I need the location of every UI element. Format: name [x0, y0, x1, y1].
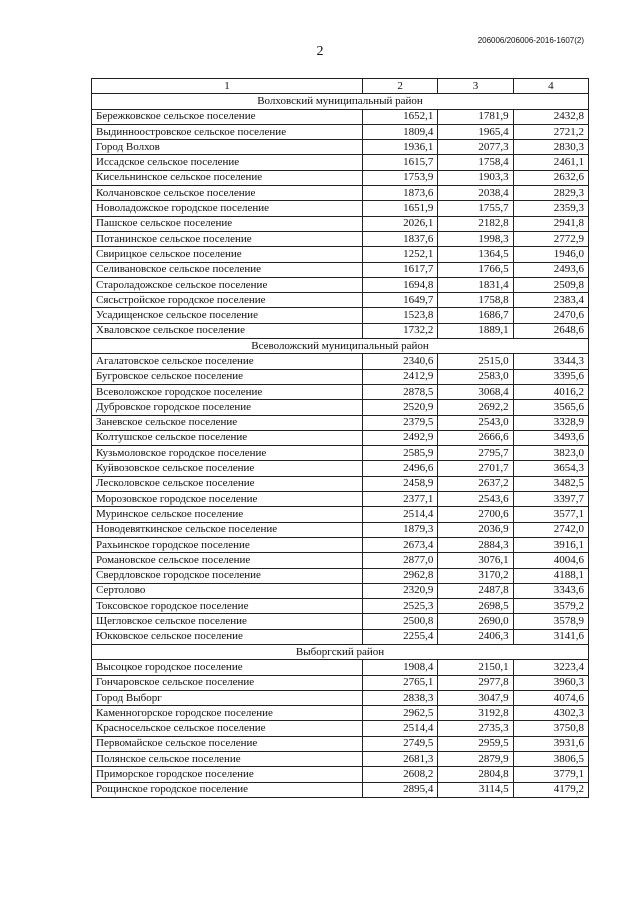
- value-col-2: 2765,1: [363, 675, 438, 690]
- value-col-3: 3114,5: [438, 782, 513, 797]
- section-title: Выборгский район: [92, 644, 589, 659]
- section-header-row: [92, 339, 589, 354]
- value-col-4: 3931,6: [513, 736, 588, 751]
- settlement-name: Юкковское сельское поселение: [92, 629, 363, 644]
- value-col-4: 3578,9: [513, 614, 588, 629]
- value-col-3: 2038,4: [438, 186, 513, 201]
- value-col-4: 2721,2: [513, 124, 588, 139]
- table-row: [92, 201, 589, 216]
- settlement-name: Староладожское сельское поселение: [92, 277, 363, 292]
- value-col-2: 1615,7: [363, 155, 438, 170]
- value-col-4: 3960,3: [513, 675, 588, 690]
- settlement-name: Первомайское сельское поселение: [92, 736, 363, 751]
- value-col-4: 2383,4: [513, 293, 588, 308]
- value-col-3: 2182,8: [438, 216, 513, 231]
- table-row: [92, 507, 589, 522]
- table-row: [92, 690, 589, 705]
- value-col-2: 2379,5: [363, 415, 438, 430]
- document-id: 206006/206006-2016-1607(2): [477, 36, 584, 45]
- settlement-name: Высоцкое городское поселение: [92, 660, 363, 675]
- value-col-4: 2648,6: [513, 323, 588, 338]
- value-col-3: 1998,3: [438, 231, 513, 246]
- value-col-3: 3068,4: [438, 384, 513, 399]
- value-col-4: 3579,2: [513, 599, 588, 614]
- value-col-3: 2543,0: [438, 415, 513, 430]
- table-row: [92, 430, 589, 445]
- value-col-2: 2585,9: [363, 446, 438, 461]
- value-col-4: 2509,8: [513, 277, 588, 292]
- value-col-2: 2458,9: [363, 476, 438, 491]
- value-col-3: 2804,8: [438, 767, 513, 782]
- value-col-4: 2632,6: [513, 170, 588, 185]
- table-row: [92, 706, 589, 721]
- column-header: 1: [92, 79, 363, 94]
- value-col-4: 3141,6: [513, 629, 588, 644]
- settlement-name: Бугровское сельское поселение: [92, 369, 363, 384]
- table-body: [92, 79, 589, 798]
- settlement-name: Город Волхов: [92, 140, 363, 155]
- value-col-2: 2500,8: [363, 614, 438, 629]
- value-col-3: 3047,9: [438, 690, 513, 705]
- value-col-2: 2962,8: [363, 568, 438, 583]
- settlement-name: Усадищенское сельское поселение: [92, 308, 363, 323]
- value-col-2: 2877,0: [363, 553, 438, 568]
- value-col-4: 4016,2: [513, 384, 588, 399]
- value-col-2: 1523,8: [363, 308, 438, 323]
- value-col-4: 1946,0: [513, 247, 588, 262]
- settlement-name: Колчановское сельское поселение: [92, 186, 363, 201]
- value-col-2: 2749,5: [363, 736, 438, 751]
- value-col-2: 1936,1: [363, 140, 438, 155]
- value-col-2: 2681,3: [363, 752, 438, 767]
- value-col-3: 2884,3: [438, 537, 513, 552]
- section-header-row: [92, 94, 589, 109]
- value-col-3: 1766,5: [438, 262, 513, 277]
- table-row: [92, 492, 589, 507]
- value-col-4: 4179,2: [513, 782, 588, 797]
- settlement-name: Полянское сельское поселение: [92, 752, 363, 767]
- value-col-4: 3397,7: [513, 492, 588, 507]
- section-title: Волховский муниципальный район: [92, 94, 589, 109]
- value-col-2: 2673,4: [363, 537, 438, 552]
- table-row: [92, 262, 589, 277]
- settlement-name: Кузьмоловское городское поселение: [92, 446, 363, 461]
- settlement-name: Приморское городское поселение: [92, 767, 363, 782]
- table-row: [92, 277, 589, 292]
- table-row: [92, 599, 589, 614]
- data-table: [91, 78, 589, 798]
- value-col-3: 2977,8: [438, 675, 513, 690]
- column-header: 4: [513, 79, 588, 94]
- value-col-3: 1758,4: [438, 155, 513, 170]
- table-row: [92, 476, 589, 491]
- value-col-4: 3223,4: [513, 660, 588, 675]
- value-col-3: 1903,3: [438, 170, 513, 185]
- value-col-2: 2492,9: [363, 430, 438, 445]
- value-col-2: 1252,1: [363, 247, 438, 262]
- value-col-4: 2742,0: [513, 522, 588, 537]
- table-row: [92, 782, 589, 797]
- value-col-3: 2515,0: [438, 354, 513, 369]
- value-col-3: 1831,4: [438, 277, 513, 292]
- value-col-2: 2412,9: [363, 369, 438, 384]
- value-col-2: 1873,6: [363, 186, 438, 201]
- value-col-4: 3395,6: [513, 369, 588, 384]
- value-col-3: 2701,7: [438, 461, 513, 476]
- settlement-name: Дубровское городское поселение: [92, 400, 363, 415]
- table-row: [92, 721, 589, 736]
- value-col-2: 2838,3: [363, 690, 438, 705]
- settlement-name: Селивановское сельское поселение: [92, 262, 363, 277]
- value-col-2: 2377,1: [363, 492, 438, 507]
- value-col-2: 1879,3: [363, 522, 438, 537]
- table-row: [92, 629, 589, 644]
- table-row: [92, 140, 589, 155]
- settlement-name: Сертолово: [92, 583, 363, 598]
- value-col-4: 2829,3: [513, 186, 588, 201]
- value-col-4: 4004,6: [513, 553, 588, 568]
- settlement-name: Хваловское сельское поселение: [92, 323, 363, 338]
- value-col-3: 1364,5: [438, 247, 513, 262]
- value-col-3: 2690,0: [438, 614, 513, 629]
- value-col-4: 3565,6: [513, 400, 588, 415]
- value-col-2: 2320,9: [363, 583, 438, 598]
- table-row: [92, 675, 589, 690]
- value-col-3: 1758,8: [438, 293, 513, 308]
- value-col-2: 2496,6: [363, 461, 438, 476]
- value-col-2: 2026,1: [363, 216, 438, 231]
- value-col-2: 2514,4: [363, 507, 438, 522]
- table-row: [92, 384, 589, 399]
- value-col-3: 2036,9: [438, 522, 513, 537]
- value-col-2: 2340,6: [363, 354, 438, 369]
- table-row: [92, 752, 589, 767]
- value-col-4: 4188,1: [513, 568, 588, 583]
- value-col-2: 1694,8: [363, 277, 438, 292]
- table-row: [92, 354, 589, 369]
- table-row: [92, 767, 589, 782]
- settlement-name: Пашское сельское поселение: [92, 216, 363, 231]
- value-col-2: 1652,1: [363, 109, 438, 124]
- settlement-name: Сясьстройское городское поселение: [92, 293, 363, 308]
- table-row: [92, 293, 589, 308]
- value-col-2: 2608,2: [363, 767, 438, 782]
- table-row: [92, 124, 589, 139]
- table-row: [92, 537, 589, 552]
- value-col-3: 2795,7: [438, 446, 513, 461]
- settlement-name: Кисельнинское сельское поселение: [92, 170, 363, 185]
- settlement-name: Потанинское сельское поселение: [92, 231, 363, 246]
- table-row: [92, 400, 589, 415]
- settlement-name: Романовское сельское поселение: [92, 553, 363, 568]
- settlement-name: Муринское сельское поселение: [92, 507, 363, 522]
- column-header: 2: [363, 79, 438, 94]
- value-col-4: 2359,3: [513, 201, 588, 216]
- table-row: [92, 568, 589, 583]
- table-row: [92, 446, 589, 461]
- settlement-name: Морозовское городское поселение: [92, 492, 363, 507]
- value-col-3: 2637,2: [438, 476, 513, 491]
- value-col-3: 2700,6: [438, 507, 513, 522]
- value-col-4: 3482,5: [513, 476, 588, 491]
- value-col-3: 2543,6: [438, 492, 513, 507]
- value-col-2: 2255,4: [363, 629, 438, 644]
- value-col-2: 1809,4: [363, 124, 438, 139]
- value-col-3: 2735,3: [438, 721, 513, 736]
- value-col-4: 3654,3: [513, 461, 588, 476]
- value-col-2: 1732,2: [363, 323, 438, 338]
- settlement-name: Колтушское сельское поселение: [92, 430, 363, 445]
- settlement-name: Токсовское городское поселение: [92, 599, 363, 614]
- value-col-2: 2962,5: [363, 706, 438, 721]
- settlement-name: Свирицкое сельское поселение: [92, 247, 363, 262]
- value-col-4: 3823,0: [513, 446, 588, 461]
- value-col-2: 2520,9: [363, 400, 438, 415]
- settlement-name: Рощинское городское поселение: [92, 782, 363, 797]
- settlement-name: Свердловское городское поселение: [92, 568, 363, 583]
- value-col-3: 2583,0: [438, 369, 513, 384]
- page-number: 2: [316, 44, 324, 59]
- value-col-3: 2406,3: [438, 629, 513, 644]
- value-col-4: 3779,1: [513, 767, 588, 782]
- settlement-name: Рахьинское городское поселение: [92, 537, 363, 552]
- value-col-3: 2077,3: [438, 140, 513, 155]
- settlement-name: Город Выборг: [92, 690, 363, 705]
- table-row: [92, 522, 589, 537]
- value-col-4: 3806,5: [513, 752, 588, 767]
- section-header-row: [92, 644, 589, 659]
- value-col-4: 2493,6: [513, 262, 588, 277]
- settlement-name: Каменногорское городское поселение: [92, 706, 363, 721]
- table-row: [92, 216, 589, 231]
- settlement-name: Щегловское сельское поселение: [92, 614, 363, 629]
- value-col-3: 1755,7: [438, 201, 513, 216]
- settlement-name: Красносельское сельское поселение: [92, 721, 363, 736]
- settlement-name: Лесколовское сельское поселение: [92, 476, 363, 491]
- table-row: [92, 170, 589, 185]
- value-col-4: 3343,6: [513, 583, 588, 598]
- value-col-3: 1965,4: [438, 124, 513, 139]
- column-header: 3: [438, 79, 513, 94]
- value-col-2: 1753,9: [363, 170, 438, 185]
- settlement-name: Куйвозовское сельское поселение: [92, 461, 363, 476]
- value-col-3: 3076,1: [438, 553, 513, 568]
- value-col-4: 2772,9: [513, 231, 588, 246]
- settlement-name: Новоладожское городское поселение: [92, 201, 363, 216]
- value-col-2: 1908,4: [363, 660, 438, 675]
- value-col-4: 4074,6: [513, 690, 588, 705]
- value-col-3: 2698,5: [438, 599, 513, 614]
- value-col-3: 3170,2: [438, 568, 513, 583]
- value-col-4: 2470,6: [513, 308, 588, 323]
- section-title: Всеволожский муниципальный район: [92, 339, 589, 354]
- table-row: [92, 736, 589, 751]
- value-col-3: 1889,1: [438, 323, 513, 338]
- table-row: [92, 186, 589, 201]
- value-col-4: 3577,1: [513, 507, 588, 522]
- value-col-3: 1686,7: [438, 308, 513, 323]
- value-col-2: 1649,7: [363, 293, 438, 308]
- table-row: [92, 231, 589, 246]
- table-row: [92, 660, 589, 675]
- value-col-2: 2878,5: [363, 384, 438, 399]
- value-col-3: 2879,9: [438, 752, 513, 767]
- value-col-2: 2514,4: [363, 721, 438, 736]
- value-col-4: 2941,8: [513, 216, 588, 231]
- settlement-name: Иссадское сельское поселение: [92, 155, 363, 170]
- value-col-4: 2830,3: [513, 140, 588, 155]
- table-row: [92, 308, 589, 323]
- settlement-name: Гончаровское сельское поселение: [92, 675, 363, 690]
- settlement-name: Бережковское сельское поселение: [92, 109, 363, 124]
- value-col-3: 2487,8: [438, 583, 513, 598]
- settlement-name: Новодевяткинское сельское поселение: [92, 522, 363, 537]
- header-row: [92, 79, 589, 94]
- value-col-2: 2525,3: [363, 599, 438, 614]
- table-row: [92, 247, 589, 262]
- value-col-4: 2432,8: [513, 109, 588, 124]
- table-row: [92, 553, 589, 568]
- value-col-3: 1781,9: [438, 109, 513, 124]
- settlement-name: Агалатовское сельское поселение: [92, 354, 363, 369]
- value-col-3: 3192,8: [438, 706, 513, 721]
- value-col-4: 2461,1: [513, 155, 588, 170]
- table-row: [92, 583, 589, 598]
- value-col-3: 2150,1: [438, 660, 513, 675]
- settlement-name: Всеволожское городское поселение: [92, 384, 363, 399]
- value-col-3: 2666,6: [438, 430, 513, 445]
- value-col-4: 3750,8: [513, 721, 588, 736]
- table-row: [92, 109, 589, 124]
- value-col-4: 4302,3: [513, 706, 588, 721]
- table-row: [92, 415, 589, 430]
- settlement-name: Заневское сельское поселение: [92, 415, 363, 430]
- value-col-2: 1651,9: [363, 201, 438, 216]
- value-col-4: 3344,3: [513, 354, 588, 369]
- value-col-4: 3328,9: [513, 415, 588, 430]
- value-col-2: 1837,6: [363, 231, 438, 246]
- table-row: [92, 461, 589, 476]
- value-col-3: 2692,2: [438, 400, 513, 415]
- value-col-4: 3493,6: [513, 430, 588, 445]
- value-col-2: 1617,7: [363, 262, 438, 277]
- table-row: [92, 369, 589, 384]
- value-col-2: 2895,4: [363, 782, 438, 797]
- table-row: [92, 323, 589, 338]
- table-row: [92, 155, 589, 170]
- settlement-name: Выдинноостровское сельское поселение: [92, 124, 363, 139]
- table-row: [92, 614, 589, 629]
- value-col-3: 2959,5: [438, 736, 513, 751]
- value-col-4: 3916,1: [513, 537, 588, 552]
